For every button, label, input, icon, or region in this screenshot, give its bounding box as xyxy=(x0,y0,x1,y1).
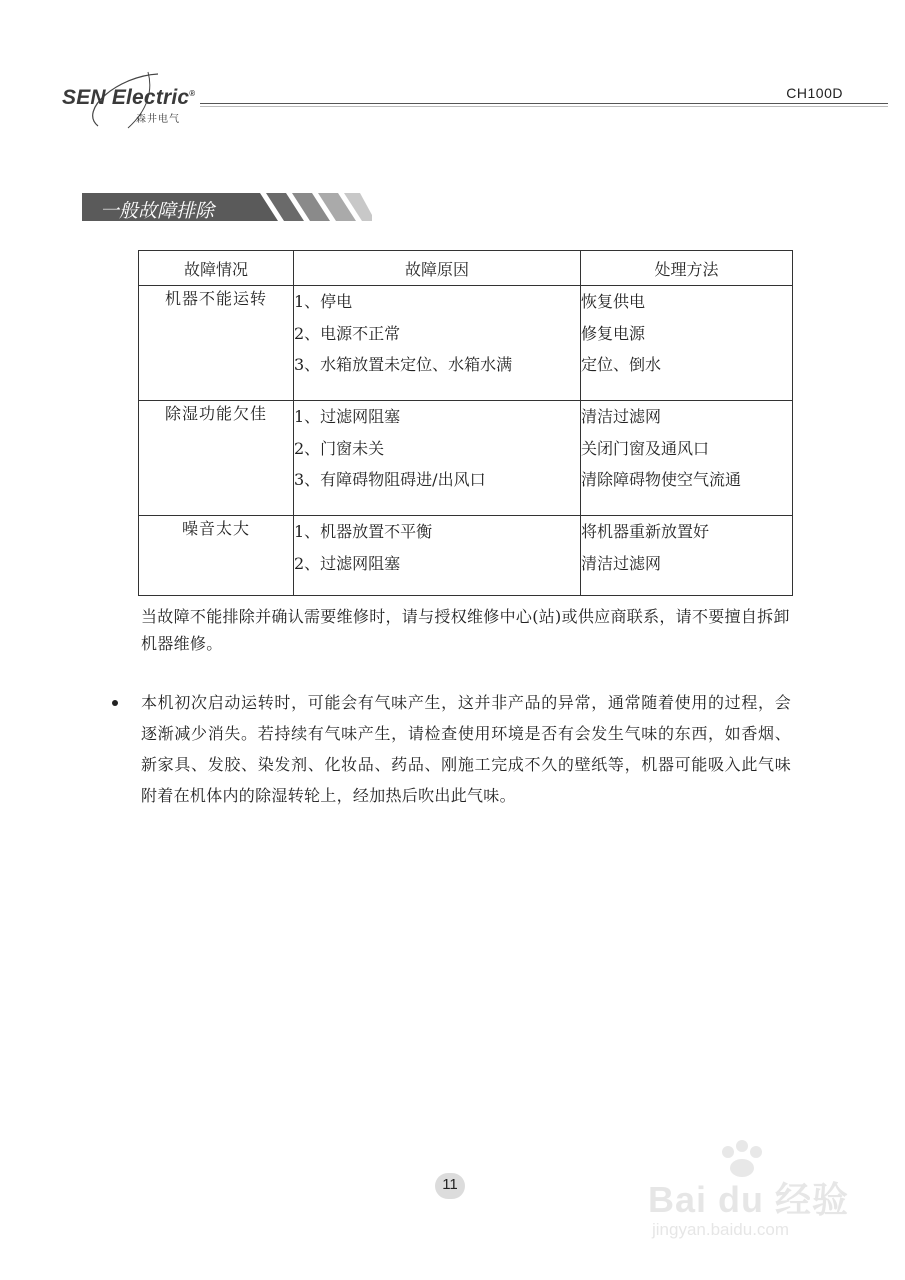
bullet-icon xyxy=(112,700,118,706)
solution-item: 清除障碍物使空气流通 xyxy=(581,470,742,489)
section-header xyxy=(82,193,372,221)
table-header-row xyxy=(139,251,793,286)
table-row xyxy=(139,516,793,596)
solution-item: 清洁过滤网 xyxy=(581,407,662,426)
cause-item: 2、门窗未关 xyxy=(294,438,385,458)
cause-item: 2、过滤网阻塞 xyxy=(294,553,401,573)
situation-cell: 除湿功能欠佳 xyxy=(139,401,294,516)
brand-name: SEN Electric® xyxy=(62,86,196,109)
solution-item: 恢复供电 xyxy=(581,292,646,311)
brand-logo xyxy=(58,70,208,130)
page-number: 11 xyxy=(442,1176,458,1193)
solution-item: 修复电源 xyxy=(581,323,646,343)
watermark xyxy=(630,1140,870,1250)
odor-notice-paragraph: 本机初次启动运转时，可能会有气味产生，这并非产品的异常，通常随着使用的过程，会逐渐减少消失。若持续有气味产生，请检查使用环境是否有会发生气味的东西，如香烟、新家具、发胶、染发剂、化妆品、药品、刚施工完成不久的壁纸等，机器可能吸入此气味附着在机体内的除湿转轮上，经加热后吹出此气味。 xyxy=(141,693,791,805)
table-row xyxy=(139,286,793,401)
column-header-cause: 故障原因 xyxy=(294,251,581,286)
solution-item: 定位、倒水 xyxy=(581,355,662,374)
column-header-situation: 故障情况 xyxy=(139,251,294,286)
watermark-url: jingyan.baidu.com xyxy=(652,1220,790,1239)
cause-cell xyxy=(294,286,581,401)
section-title: 一般故障排除 xyxy=(100,200,215,222)
cause-item: 3、水箱放置未定位、水箱水满 xyxy=(294,355,513,374)
cause-item: 3、有障碍物阻碍进/出风口 xyxy=(294,470,486,489)
cause-item: 1、过滤网阻塞 xyxy=(294,407,401,426)
solution-item: 清洁过滤网 xyxy=(581,553,662,573)
cause-cell xyxy=(294,516,581,596)
brand-name-cn: 森井电气 xyxy=(136,114,180,125)
solution-cell xyxy=(581,516,793,596)
cause-item: 1、停电 xyxy=(294,292,353,311)
situation-cell: 噪音太大 xyxy=(139,516,294,596)
troubleshooting-table xyxy=(138,250,793,596)
solution-cell xyxy=(581,401,793,516)
cause-item: 1、机器放置不平衡 xyxy=(294,522,433,541)
table-row xyxy=(139,401,793,516)
solution-cell xyxy=(581,286,793,401)
cause-item: 2、电源不正常 xyxy=(294,323,401,343)
cause-cell xyxy=(294,401,581,516)
column-header-solution: 处理方法 xyxy=(581,251,793,286)
solution-item: 关闭门窗及通风口 xyxy=(581,438,710,458)
header-divider xyxy=(200,103,888,104)
watermark-text: Bai du 经验 xyxy=(648,1179,850,1220)
header-divider-secondary xyxy=(200,106,888,107)
model-number: CH100D xyxy=(786,85,843,101)
solution-item: 将机器重新放置好 xyxy=(581,522,710,541)
situation-cell: 机器不能运转 xyxy=(139,286,294,401)
repair-note: 当故障不能排除并确认需要维修时，请与授权维修中心(站)或供应商联系，请不要擅自拆卸机器维修。 xyxy=(141,607,790,653)
